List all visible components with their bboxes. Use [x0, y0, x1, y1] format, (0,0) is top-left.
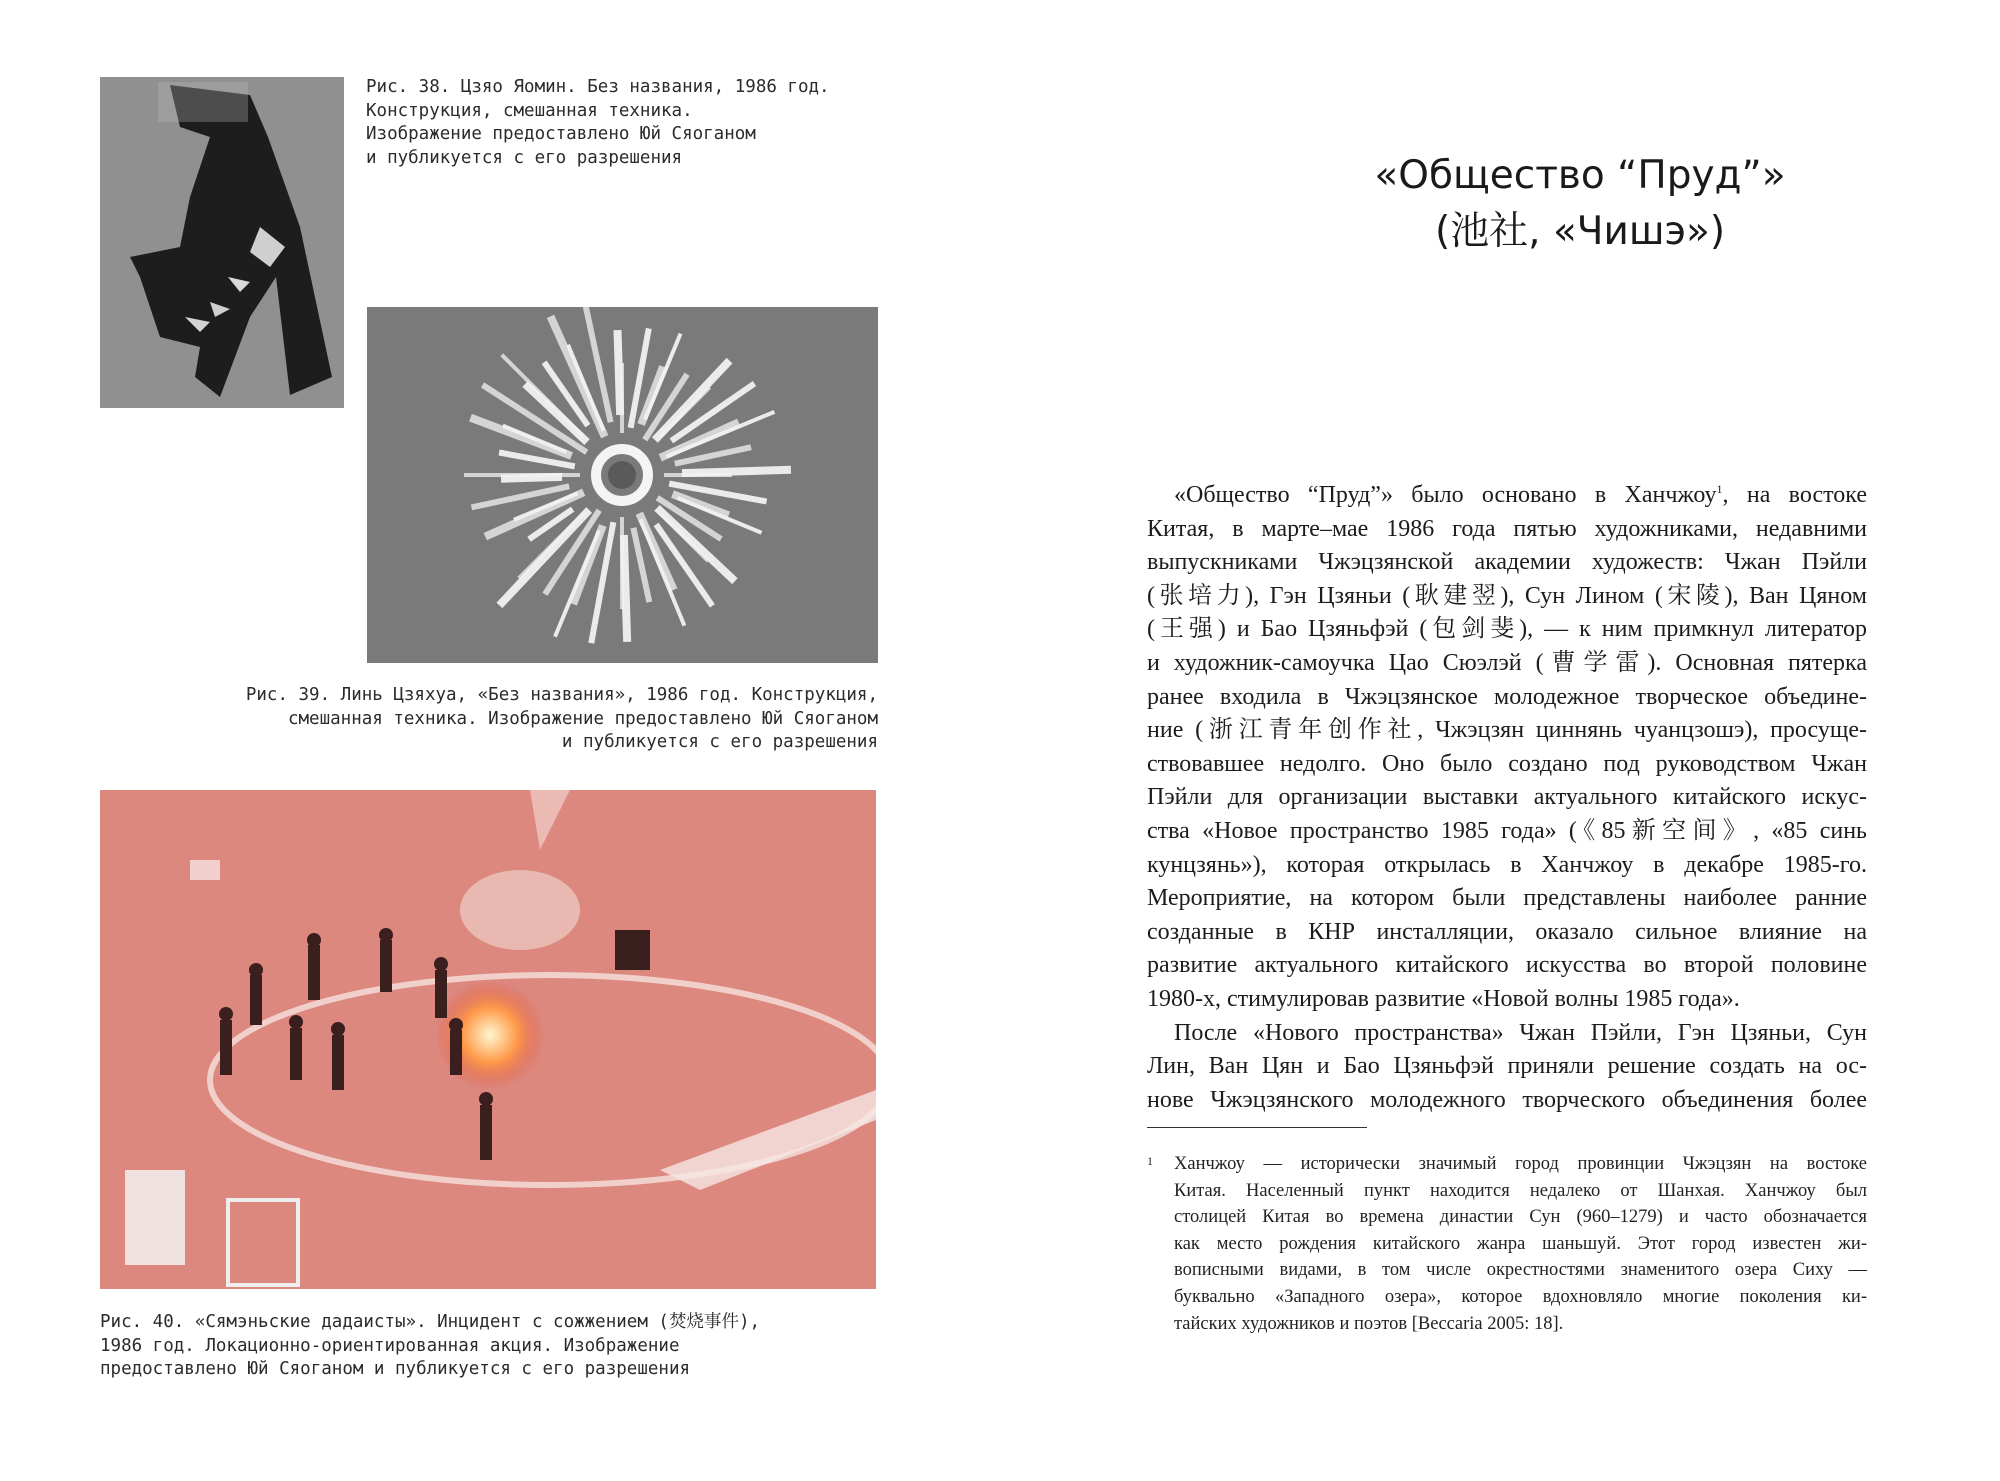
caption-line: и публикуется с его разрешения: [366, 147, 683, 168]
footnote-number: 1: [1147, 1154, 1153, 1168]
burst-ray: [618, 330, 621, 415]
figure-40-image: [100, 790, 876, 1289]
burst-ray: [682, 470, 791, 473]
footnote-divider: [1147, 1127, 1367, 1128]
chapter-title-line-1: «Общество “Пруд”»: [1374, 153, 1786, 198]
body-line: После «Нового пространства» Чжан Пэйли, Гэн Цзяньи, Сун: [1174, 1019, 1867, 1046]
body-line: кунцзянь»), которая открылась в Ханчжоу в декабре 1985-го.: [1147, 851, 1867, 878]
chapter-title: [1160, 148, 2000, 260]
body-line: Пэйли для организации выставки актуального китайского искус-: [1147, 784, 1867, 811]
body-line: Лин, Ван Цян и Бао Цзяньфэй приняли решение создать на ос-: [1147, 1053, 1867, 1080]
footnote-line: Ханчжоу — исторически значимый город провинции Чжэцзян на востоке: [1174, 1154, 1867, 1174]
burst-ray: [501, 477, 562, 479]
body-line: (张培力), Гэн Цзяньи (耿建翌), Сун Лином (宋陵), Ван Цяном: [1147, 582, 1867, 609]
footnote: [1147, 1151, 1867, 1337]
caption-line: 1986 год. Локационно-ориентированная акция. Изображение: [100, 1335, 680, 1356]
footnote-line: буквально «Западного озера», которое вдохновляло многие поколения ки-: [1174, 1286, 1867, 1307]
footnote-marker: 1: [1716, 482, 1723, 496]
body-line: выпускниками Чжэцзянской академии художеств: Чжан Пэйли: [1147, 549, 1867, 576]
body-line-text: , на востоке: [1722, 482, 1867, 508]
caption-line: Изображение предоставлено Юй Сяоганом: [366, 124, 756, 144]
body-line-text: «Общество “Пруд”» было основано в Ханчжоу: [1174, 482, 1717, 508]
body-line: и художник-самоучка Цао Сюэлэй (曹学雷). Основная пятерка: [1147, 649, 1867, 676]
caption-line: Рис. 38. Цзяо Яомин. Без названия, 1986 год.: [366, 77, 830, 97]
caption-line: смешанная техника. Изображение предоставлено Юй Сяоганом: [287, 708, 878, 729]
caption-line: Рис. 39. Линь Цзяхуа, «Без названия», 1986 год. Конструкция,: [245, 685, 878, 705]
caption-line: Рис. 40. «Сямэньские дадаисты». Инцидент с сожжением (焚烧事件),: [100, 1312, 761, 1332]
figure-39-image: [367, 307, 878, 663]
figure-38-photo: [100, 77, 344, 408]
body-line: ние (浙江青年创作社, Чжэцзян циннянь чуанцзошэ), просуще-: [1147, 717, 1867, 744]
figure-39-caption: [100, 684, 878, 755]
body-line: развитие актуального китайского искусства во второй половине: [1147, 952, 1867, 979]
body-line: [1147, 479, 1867, 513]
body-line: ствовавшее недолго. Оно было создано под руководством Чжан: [1147, 750, 1867, 777]
body-line: ства «Новое пространство 1985 года» (《85新空间》, «85 синь: [1147, 817, 1867, 844]
footnote-line: вописными видами, в том числе окрестностями знаменитого озера Сиху —: [1174, 1260, 1867, 1281]
body-line: нове Чжэцзянского молодежного творческого объединения более: [1147, 1086, 1867, 1113]
figure-38-caption: [366, 76, 830, 170]
body-line: Мероприятие, на котором были представлены наиболее ранние: [1147, 885, 1867, 912]
footnote-line: как место рождения китайского жанра шаньшуй. Этот город известен жи-: [1174, 1233, 1867, 1254]
body-line: Китая, в марте–мае 1986 года пятью художниками, недавними: [1147, 515, 1867, 542]
burst-ray: [624, 535, 627, 642]
body-line: ранее входила в Чжэцзянское молодежное творческое объедине-: [1147, 683, 1867, 710]
body-text: [1147, 479, 1867, 1117]
caption-line: и публикуется с его разрешения: [561, 732, 878, 752]
chapter-title-line-2: (池社, «Чишэ»): [1434, 209, 1726, 254]
footnote-line: Китая. Населенный пункт находится недалеко от Шанхая. Ханчжоу был: [1174, 1180, 1867, 1201]
body-line: созданные в КНР инсталляции, оказало сильное влияние на: [1147, 918, 1867, 945]
body-line: 1980-х, стимулировав развитие «Новой волны 1985 года».: [1147, 985, 1740, 1012]
figure-40-caption: [100, 1311, 760, 1382]
caption-line: предоставлено Юй Сяоганом и публикуется с его разрешения: [100, 1359, 691, 1379]
footnote-line: тайских художников и поэтов [Beccaria 2005: 18].: [1174, 1313, 1564, 1334]
figure-38-image: [100, 77, 344, 408]
figure-39-photo: [367, 307, 878, 663]
caption-line: Конструкция, смешанная техника.: [366, 100, 693, 121]
footnote-line: столицей Китая во времена династии Сун (960–1279) и часто обозначается: [1174, 1207, 1867, 1228]
figure-40-photo: [100, 790, 876, 1289]
body-line: (王强) и Бао Цзяньфэй (包剑斐), — к ним примкнул литератор: [1147, 616, 1867, 643]
